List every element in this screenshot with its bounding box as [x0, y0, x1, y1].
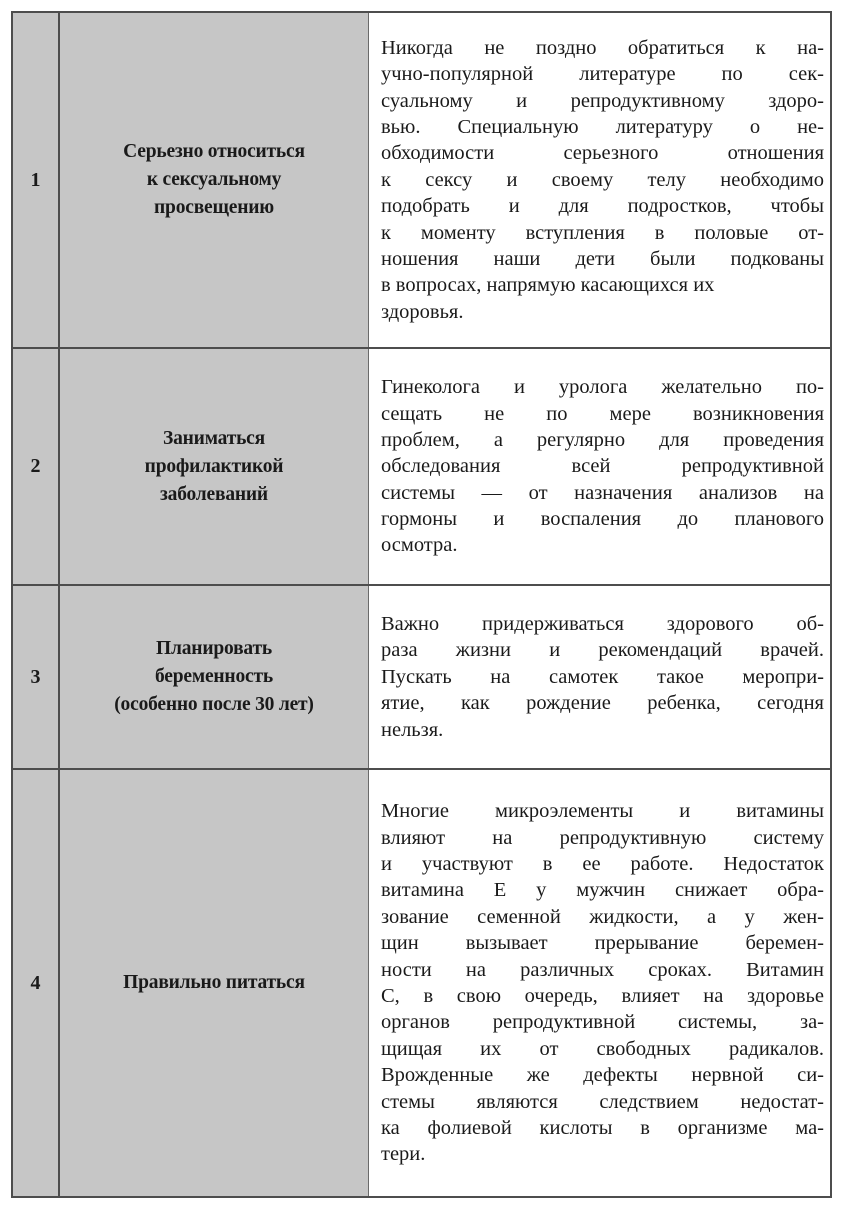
row-title-line: Серьезно относиться	[123, 141, 305, 162]
row-number: 2	[13, 349, 60, 584]
text-line: щин вызывает прерывание беремен-	[381, 932, 824, 955]
table-row	[13, 768, 830, 1196]
text-line: проблем, а регулярно для проведения	[381, 428, 824, 451]
text-line: стемы являются следствием недостат-	[381, 1090, 824, 1113]
text-line: ношения наши дети были подкованы	[381, 247, 824, 270]
text-line: Многие микроэлементы и витамины	[381, 800, 824, 823]
text-line: обследования всей репродуктивной	[381, 455, 824, 478]
row-description	[369, 770, 830, 1196]
text-line: С, в свою очередь, влияет на здоровье	[381, 985, 824, 1007]
text-line: ятие, как рождение ребенка, сегодня	[381, 692, 824, 715]
text-line: Врожденные же дефекты нервной си-	[381, 1064, 824, 1087]
text-line: ности на различных сроках. Витамин	[381, 958, 824, 981]
table-row	[13, 347, 830, 584]
text-line: органов репродуктивной системы, за-	[381, 1011, 824, 1034]
row-title-line: Правильно питаться	[123, 972, 305, 993]
row-title-line: Планировать	[156, 638, 272, 659]
row-description	[369, 13, 830, 347]
row-title-line: Заниматься	[162, 427, 265, 449]
text-line: гормоны и воспаления до планового	[381, 508, 824, 531]
row-description	[369, 349, 830, 584]
table-row	[13, 584, 830, 768]
text-line: системы — от назначения анализов на	[381, 481, 824, 504]
text-line: ка фолиевой кислоты в организме ма-	[381, 1116, 824, 1139]
row-title-line: профилактикой	[144, 455, 284, 477]
text-line: Пускать на самотек такое меропри-	[381, 665, 824, 688]
text-line: Гинеколога и уролога желательно по-	[381, 376, 824, 399]
text-line: витамина Е у мужчин снижает обра-	[381, 879, 824, 902]
row-title-line: заболеваний	[160, 483, 268, 505]
row-title-line: (особенно после 30 лет)	[114, 694, 314, 715]
row-title-line: беременность	[155, 666, 273, 687]
text-line: Никогда не поздно обратиться к на-	[381, 36, 824, 59]
text-line: вью. Специальную литературу о не-	[381, 116, 824, 139]
row-title	[60, 770, 369, 1196]
text-line: к моменту вступления в половые от-	[381, 221, 824, 244]
row-title	[60, 586, 369, 768]
row-title-line: просвещению	[154, 197, 274, 218]
row-number: 1	[13, 13, 60, 347]
text-line: зование семенной жидкости, а у жен-	[381, 905, 824, 928]
text-line: Важно придерживаться здорового об-	[381, 613, 824, 636]
table-row	[13, 13, 830, 347]
text-line: сещать не по мере возникновения	[381, 402, 824, 425]
text-line: учно-популярной литературе по сек-	[381, 63, 824, 86]
text-line: раза жизни и рекомендаций врачей.	[381, 639, 824, 662]
text-line: подобрать и для подростков, чтобы	[381, 195, 824, 218]
text-line: щищая их от свободных радикалов.	[381, 1037, 824, 1060]
text-line: и участвуют в ее работе. Недостаток	[381, 853, 824, 876]
text-line: суальному и репродуктивному здоро-	[381, 89, 824, 112]
row-title	[60, 13, 369, 347]
text-line: обходимости серьезного отношения	[381, 142, 824, 165]
row-number: 3	[13, 586, 60, 768]
row-title	[60, 349, 369, 584]
text-line: осмотра.	[381, 534, 458, 557]
text-line: в вопросах, напрямую касающихся их	[381, 274, 715, 297]
text-line: тери.	[381, 1143, 426, 1166]
row-description	[369, 586, 830, 768]
text-line: нельзя.	[381, 718, 444, 741]
row-title-line: к сексуальному	[146, 169, 282, 190]
text-line: к сексу и своему телу необходимо	[381, 168, 824, 191]
text-line: здоровья.	[381, 300, 464, 323]
health-recommendations-table	[11, 11, 832, 1198]
text-line: влияют на репродуктивную систему	[381, 826, 824, 849]
row-number: 4	[13, 770, 60, 1196]
